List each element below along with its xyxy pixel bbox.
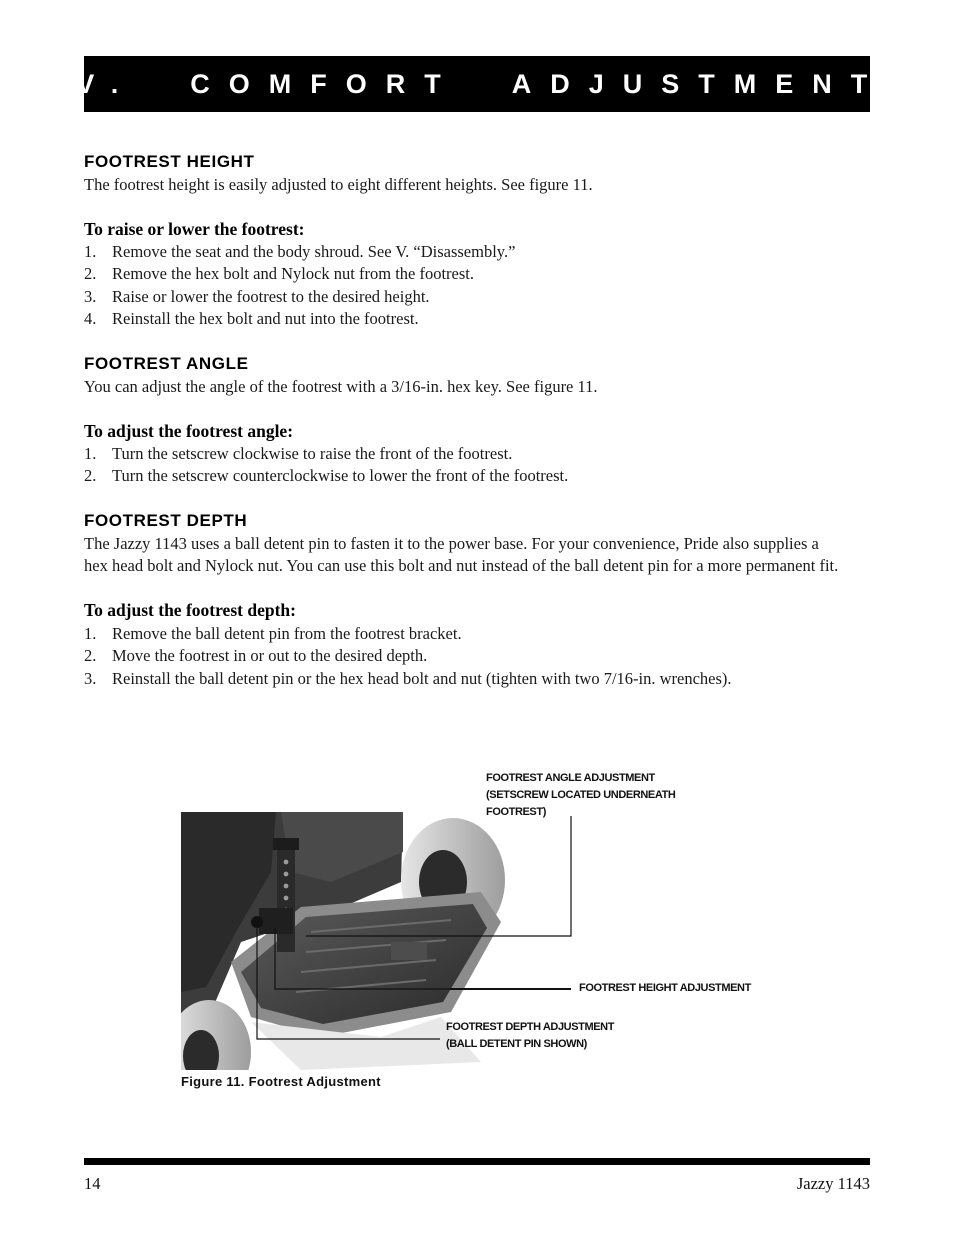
subheading-raise-lower: To raise or lower the footrest: [84,219,305,239]
figure-caption: Figure 11. Footrest Adjustment [181,1074,381,1089]
heading-footrest-depth: FOOTREST DEPTH [84,511,248,530]
heading-footrest-height: FOOTREST HEIGHT [84,152,255,171]
paragraph-footrest-height: The footrest height is easily adjusted to eight different heights. See figure 11. [84,175,593,194]
page-number: 14 [84,1174,101,1193]
callout-footrest-height: FOOTREST HEIGHT ADJUSTMENT [579,982,751,994]
footer-model: Jazzy 1143 [796,1174,870,1193]
list-item: 3. Raise or lower the footrest to the desired height. [84,287,430,306]
chapter-title: IV. COMFORT ADJUSTMENTS [49,68,924,99]
list-item: 2. Remove the hex bolt and Nylock nut from the footrest. [84,264,475,283]
paragraph-footrest-depth-line2: hex head bolt and Nylock nut. You can use this bolt and nut instead of the ball detent pin for a more permanent fit. [84,556,839,575]
subheading-adjust-angle: To adjust the footrest angle: [84,421,294,441]
list-item: 1. Remove the seat and the body shroud. See V. “Disassembly.” [84,242,516,261]
paragraph-footrest-angle: You can adjust the angle of the footrest with a 3/16-in. hex key. See figure 11. [84,377,598,396]
subheading-adjust-depth: To adjust the footrest depth: [84,600,296,620]
callout-footrest-angle: FOOTREST ANGLE ADJUSTMENT (SETSCREW LOCATED UNDERNEATH FOOTREST) [486,772,676,818]
heading-footrest-angle: FOOTREST ANGLE [84,354,249,373]
list-item: 3. Reinstall the ball detent pin or the hex head bolt and nut (tighten with two 7/16-in. wrenches). [84,669,732,688]
paragraph-footrest-depth-line1: The Jazzy 1143 uses a ball detent pin to fasten it to the power base. For your convenience, Pride also supplies a [84,534,819,553]
list-item: 2. Turn the setscrew counterclockwise to lower the front of the footrest. [84,466,569,485]
callout-footrest-depth: FOOTREST DEPTH ADJUSTMENT (BALL DETENT PIN SHOWN) [446,1021,615,1050]
list-item: 4. Reinstall the hex bolt and nut into the footrest. [84,309,419,328]
list-item: 2. Move the footrest in or out to the desired depth. [84,646,428,665]
footer-rule [84,1158,870,1165]
list-item: 1. Turn the setscrew clockwise to raise the front of the footrest. [84,444,513,463]
list-item: 1. Remove the ball detent pin from the footrest bracket. [84,624,462,643]
